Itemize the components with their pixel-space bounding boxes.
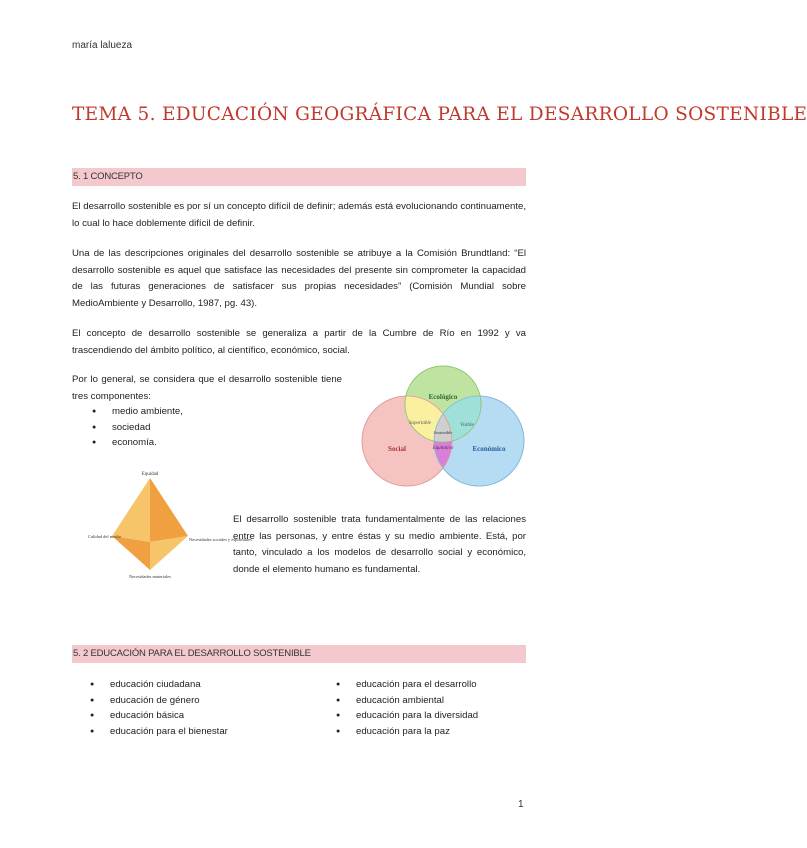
list-item: ● medio ambiente, <box>92 404 183 420</box>
education-list-left <box>90 677 228 739</box>
sustainability-pyramid-diagram <box>82 466 252 584</box>
pyramid-label-bottom: Necesidades materiales <box>128 574 172 579</box>
venn-label-economico: Económico <box>472 445 506 453</box>
sustainability-venn-diagram <box>357 366 529 480</box>
paragraph-components: Por lo general, se considera que el desarrollo sostenible tiene tres componentes: <box>72 374 342 402</box>
page-title: TEMA 5. EDUCACIÓN GEOGRÁFICA PARA EL DESARROLLO SOSTENIBLE <box>72 104 807 125</box>
components-list <box>92 404 183 451</box>
pyramid-label-right: Necesidades sociales y espirituales <box>189 537 252 542</box>
list-item: ● educación para la paz <box>336 724 478 740</box>
pyramid-face-left-top <box>112 478 150 542</box>
venn-label-social: Social <box>388 445 406 453</box>
page-number: 1 <box>518 799 524 810</box>
venn-label-sostenible: Sostenible <box>433 430 453 435</box>
author-name: maría lalueza <box>72 40 133 51</box>
section-heading-1-label: 5. 1 CONCEPTO <box>73 171 143 182</box>
paragraph-rio-summit: El concepto de desarrollo sostenible se generaliza a partir de la Cumbre de Río en 1992 y va trascendiendo del ámbito político, al científico, económico, social. <box>72 328 526 356</box>
list-item: ● educación básica <box>90 708 228 724</box>
list-item: ● sociedad <box>92 420 183 436</box>
paragraph-brundtland: Una de las descripciones originales del desarrollo sostenible se atribuye a la Comisión Brundtland: “El desarrollo sostenible es aquel que satisface las necesidades del presente sin comprometer la capacidad de las futuras generaciones de satisfacer sus propias necesidades” (Comisión Mundial sobre MedioAmbiente y Desarrollo, 1987, pg. 43). <box>72 248 526 309</box>
venn-label-viable: Viable <box>460 422 474 428</box>
section-heading-2 <box>72 645 526 663</box>
pyramid-face-right-top <box>150 478 188 542</box>
pyramid-label-left: Calidad del medio <box>88 534 121 539</box>
venn-label-ecologico: Ecológico <box>428 393 458 401</box>
list-item: ● educación de género <box>90 693 228 709</box>
section-heading-2-label: 5. 2 EDUCACIÓN PARA EL DESARROLLO SOSTENIBLE <box>73 648 311 659</box>
list-item: ● educación ciudadana <box>90 677 228 693</box>
venn-label-equitativo: Equitativo <box>432 446 454 451</box>
list-item: ● educación para la diversidad <box>336 708 478 724</box>
education-list-right <box>336 677 478 739</box>
list-item: ● educación para el bienestar <box>90 724 228 740</box>
list-item: ● economía. <box>92 435 183 451</box>
list-item: ● educación para el desarrollo <box>336 677 478 693</box>
pyramid-label-top: Equidad <box>141 472 159 477</box>
paragraph-definition: El desarrollo sostenible es por sí un concepto difícil de definir; además está evolucionando continuamente, lo cual lo hace doblemente difícil de definir. <box>72 201 526 229</box>
section-heading-1 <box>72 168 526 186</box>
list-item: ● educación ambiental <box>336 693 478 709</box>
paragraph-relations: El desarrollo sostenible trata fundamentalmente de las relaciones entre las personas, y entre éstas y su medio ambiente. Está, por tanto, vinculado a los modelos de desarrollo social y económico, donde el elemento humano es fundamental. <box>233 514 526 575</box>
venn-label-soportable: Soportable <box>409 421 431 426</box>
